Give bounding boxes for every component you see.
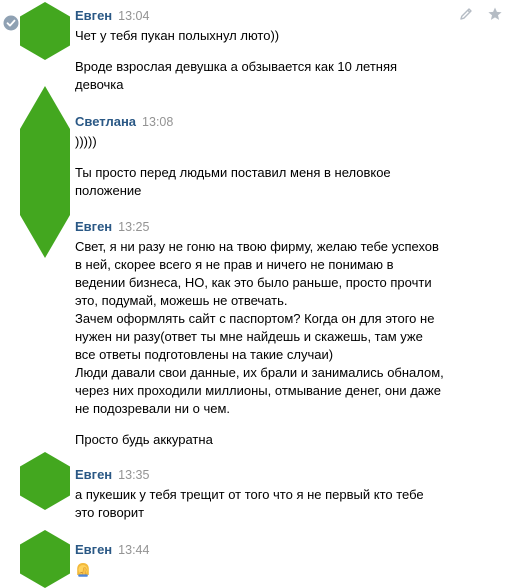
message-time: 13:44 [118,543,150,557]
author-name[interactable]: Евген [75,219,113,234]
message-body [75,561,475,579]
message[interactable] [75,466,475,522]
message-time: 13:08 [142,115,174,129]
message-time: 13:35 [118,468,150,482]
message-line: не подозревали ни о чем. [75,401,230,416]
message-line: нужен ни разу(ответ ты мне найдешь и скажешь, там уже [75,329,423,344]
message[interactable] [75,541,475,579]
message[interactable] [75,113,475,200]
message-time: 13:04 [118,9,150,23]
author-name[interactable]: Евген [75,467,113,482]
message-header [75,466,475,484]
message-line: через них проходили миллионы, отмывание денег, они даже [75,383,441,398]
message-line: Зачем оформлять сайт с паспортом? Когда он для этого не [75,311,435,326]
message[interactable] [75,7,475,94]
message-paragraph [75,133,475,151]
message-line: Чет у тебя пукан полыхнул люто)) [75,28,280,43]
message[interactable] [75,218,475,449]
message-line: Ты просто перед людьми поставил меня в неловкое [75,165,391,180]
message-line: все ответы подготовлены на такие случаи) [75,347,334,362]
message-line: Свет, я ни разу не гоню на твою фирму, желаю тебе успехов [75,239,439,254]
message-line: это, подумай, можешь не отвечать. [75,293,288,308]
message-line: ведении бизнеса, НО, как это было раньше, просто прочти [75,275,432,290]
author-name[interactable]: Светлана [75,114,137,129]
message-header [75,218,475,236]
avatar-evgen[interactable] [20,452,70,510]
woman-facepalming-emoji [75,561,91,577]
check-circle-icon [3,15,19,31]
avatar-evgen[interactable] [20,2,70,60]
message-header [75,541,475,559]
message-line: Просто будь аккуратна [75,432,213,447]
avatar-svetlana[interactable] [20,86,70,258]
avatar-evgen[interactable] [20,530,70,588]
message-line: положение [75,183,142,198]
message-time: 13:25 [118,220,150,234]
message-line: Люди давали свои данные, их брали и занимались обналом, [75,365,444,380]
message-line: это говорит [75,505,145,520]
message-paragraph [75,58,475,94]
message-line: Вроде взрослая девушка а обзывается как 10 летняя [75,59,398,74]
message-paragraph [75,164,475,200]
star-icon[interactable] [487,6,503,22]
message-paragraph [75,431,475,449]
message-paragraph [75,238,475,418]
message-paragraph [75,486,475,522]
author-name[interactable]: Евген [75,8,113,23]
message-line: в ней, скорее всего я не прав и ничего не понимаю в [75,257,394,272]
message-line: ))))) [75,134,97,149]
author-name[interactable]: Евген [75,542,113,557]
message-line: а пукешик у тебя трещит от того что я не первый кто тебе [75,487,424,502]
message-header [75,113,475,131]
message-paragraph [75,27,475,45]
message-header [75,7,475,25]
message-line: девочка [75,77,124,92]
